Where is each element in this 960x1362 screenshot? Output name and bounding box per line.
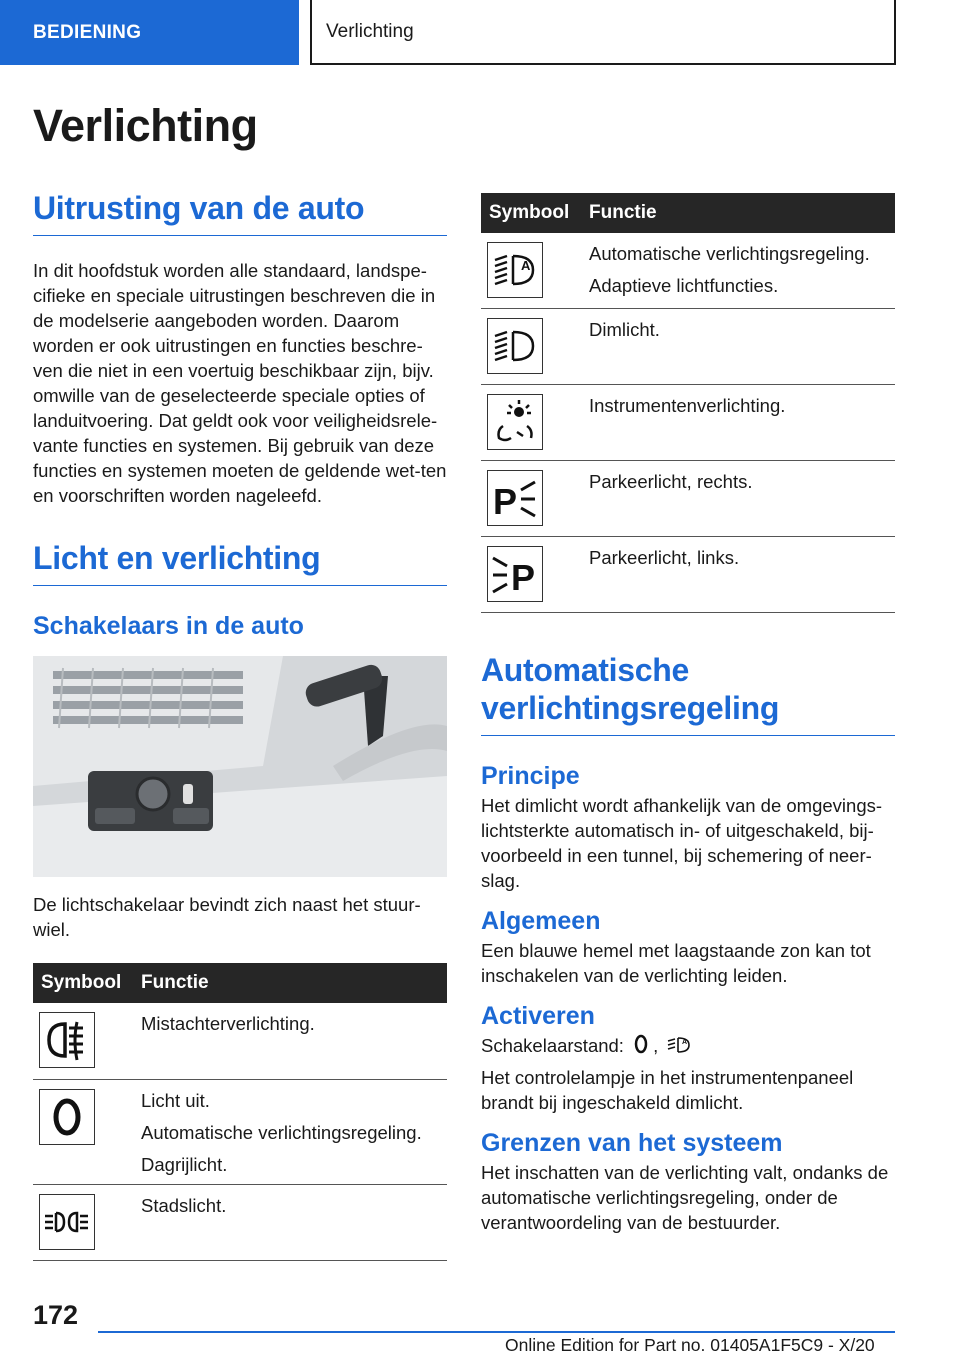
left-column (33, 190, 447, 1261)
limits-text: Het inschatten van de verlichting valt, ondanks de automatische verlichtingsregeling, onder de verantwoordeling van de bestuurder. (481, 1161, 889, 1233)
heading-switches: Schakelaars in de auto (33, 612, 304, 640)
table-row (481, 384, 895, 460)
heading-line: verlichtingsregeling (481, 689, 780, 726)
photo-caption: De lichtschakelaar bevindt zich naast het stuur-wiel. (33, 894, 421, 940)
general-text: Een blauwe hemel met laagstaande zon kan tot inschakelen van de verlichting leiden. (481, 939, 871, 986)
col-symbol: Symbool (33, 963, 133, 1003)
row-text: Dimlicht. (589, 318, 660, 340)
table-row (481, 308, 895, 384)
row-text: Automatische verlichtingsregeling. (141, 1121, 422, 1143)
light-off-zero-icon (39, 1089, 95, 1145)
row-text: Parkeerlicht, links. (589, 546, 740, 568)
row-text: Instrumentenverlichting. (589, 394, 786, 416)
instrument-lighting-icon (487, 394, 543, 450)
svg-text:P: P (493, 480, 518, 522)
heading-limits: Grenzen van het systeem (481, 1128, 783, 1157)
heading-activate: Activeren (481, 1001, 595, 1030)
equipment-text: In dit hoofdstuk worden alle standaard, landspe-cifieke en speciale uitrustingen beschreven die in de modelserie aangeboden worden. Daarom worden er ook uitrustingen en functies beschre-ven die niet in een voertuig beschikbaar zijn, bijv. omwille van de geselecteerde speciale opties of landuitvoering. Dat geldt ook voor veiligheidsrele-vante functies en systemen. Bij gebruik van deze functies en systemen moeten de geldende wet-ten en voorschriften worden nageleefd. (33, 260, 447, 506)
activate-label: Schakelaarstand: (481, 1034, 624, 1056)
svg-text:A: A (521, 258, 531, 273)
rear-fog-light-icon (39, 1012, 95, 1068)
parking-light-right-icon (487, 470, 543, 526)
table-row (33, 1079, 447, 1184)
table-row (33, 1003, 447, 1079)
edition-text: Online Edition for Part no. 01405A1F5C9 - X/20 (505, 1335, 875, 1355)
symbol-table-left (33, 963, 447, 1261)
footer-divider (98, 1331, 895, 1333)
light-switch-photo (33, 656, 447, 877)
row-text: Parkeerlicht, rechts. (589, 470, 753, 492)
row-text: Stadslicht. (141, 1194, 227, 1216)
table-row (481, 460, 895, 536)
row-text: Automatische verlichtingsregeling. (589, 243, 870, 264)
low-beam-icon (487, 318, 543, 374)
heading-equipment: Uitrusting van de auto (33, 190, 447, 236)
chapter-label: Verlichting (326, 20, 414, 42)
row-text: Mistachterverlichting. (141, 1013, 315, 1034)
heading-automatic-lighting (481, 651, 895, 736)
dashboard-illustration (33, 656, 447, 877)
activate-text: Het controlelampje in het instrumentenpaneel brandt bij ingeschakeld dimlicht. (481, 1066, 854, 1113)
section-tab: BEDIENING (0, 0, 299, 65)
activate-line (481, 1033, 895, 1061)
symbol-table-right (481, 193, 895, 613)
zero-position-icon (633, 1033, 649, 1061)
row-text: Dagrijlicht. (141, 1153, 228, 1175)
automatic-headlight-icon (487, 242, 543, 298)
table-row (33, 1184, 447, 1260)
page-title: Verlichting (33, 100, 258, 151)
svg-text:P: P (511, 556, 536, 598)
parking-light-left-icon (487, 546, 543, 602)
principle-text: Het dimlicht wordt afhankelijk van de omgevings-lichtsterkte automatisch in- of uitgeschakeld, bij-voorbeeld in een tunnel, bij schemering of neer-slag. (481, 794, 883, 891)
heading-general: Algemeen (481, 906, 601, 935)
svg-text:A: A (682, 1038, 688, 1046)
automatic-headlight-icon (667, 1033, 693, 1061)
side-light-icon (39, 1194, 95, 1250)
table-row (481, 536, 895, 612)
heading-line: Automatische (481, 651, 689, 688)
activate-separator: , (653, 1034, 659, 1056)
col-function: Functie (133, 963, 447, 1003)
row-text: Adaptieve lichtfuncties. (589, 275, 779, 296)
col-symbol: Symbool (481, 193, 581, 233)
col-function: Functie (581, 193, 895, 233)
page-number: 172 (33, 1300, 79, 1330)
heading-principle: Principe (481, 761, 580, 790)
row-text: Licht uit. (141, 1089, 210, 1111)
chapter-tab (310, 0, 896, 65)
right-column (481, 193, 895, 1235)
table-row (481, 233, 895, 308)
heading-light: Licht en verlichting (33, 540, 447, 586)
